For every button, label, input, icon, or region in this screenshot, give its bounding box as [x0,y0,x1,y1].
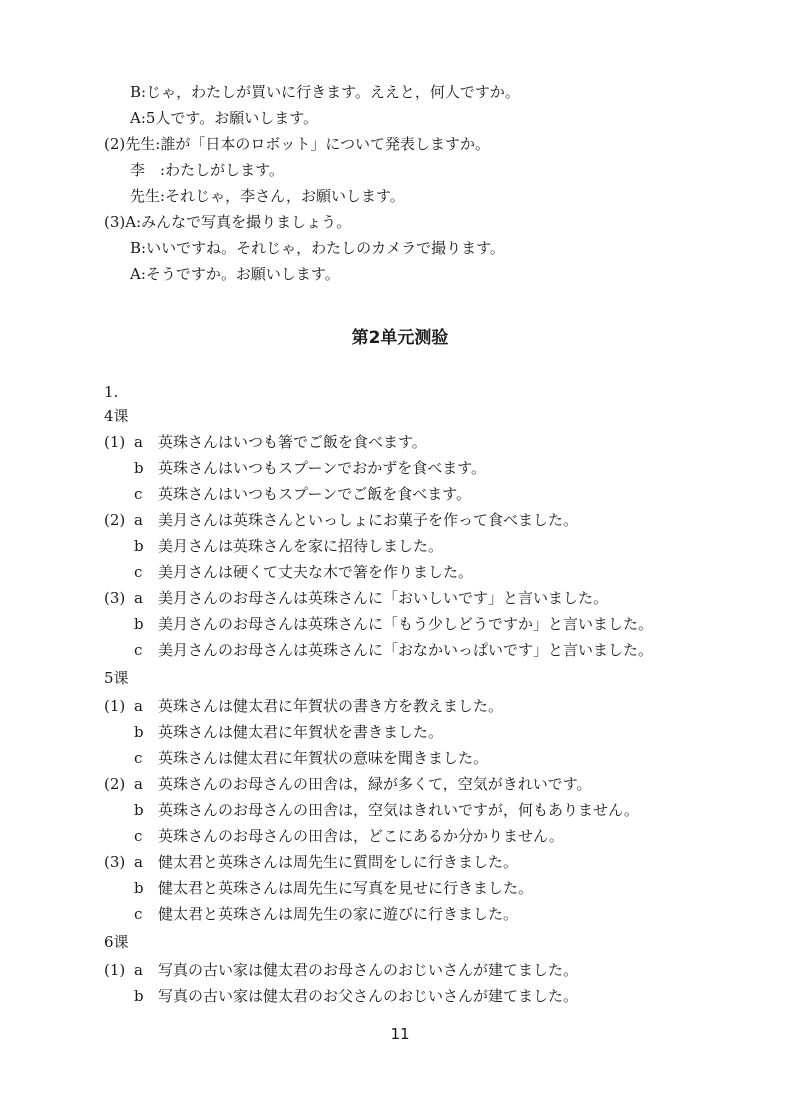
item-number: (1) [104,961,126,979]
page-number: 11 [390,1025,410,1043]
speaker-label: 李 : [130,161,166,179]
option-line [104,773,592,795]
option-line [134,825,564,847]
option-line [134,457,486,479]
speaker-label: B: [130,83,147,101]
dialogue-text: そうですか。お願いします。 [145,265,340,283]
option-text: 美月さんのお母さんは英珠さんに「おいしいです」と言いました。 [158,589,609,607]
dialogue-line [130,237,505,259]
dialogue-text: じゃ，わたしが買いに行きます。ええと，何人ですか。 [146,83,520,101]
option-letter: a [134,775,143,793]
option-line [104,851,518,873]
dialogue-text: いいですね。それじゃ，わたしのカメラで撮ります。 [146,239,505,257]
option-letter: b [134,987,144,1005]
option-line [134,877,533,899]
dialogue-line [130,185,405,207]
option-text: 美月さんは硬くて丈夫な木で箸を作りました。 [158,563,474,581]
item-number: (1) [104,697,126,715]
question-number: 1. [104,383,119,401]
option-letter: a [134,961,143,979]
item-number: (2) [104,775,126,793]
option-letter: b [134,459,144,477]
dialogue-text: みんなで写真を撮りましょう。 [141,213,352,231]
option-letter: b [134,615,144,633]
option-letter: c [134,905,143,923]
option-letter: a [134,853,143,871]
option-letter: b [134,801,144,819]
dialogue-line [104,133,490,155]
section-title: 第2单元测验 [351,328,449,348]
option-text: 健太君と英珠さんは周先生の家に遊びに行きました。 [158,905,519,923]
option-line [104,509,578,531]
option-text: 写真の古い家は健太君のお父さんのおじいさんが建てました。 [158,987,579,1005]
option-text: 英珠さんはいつもスプーンでおかずを食べます。 [158,459,487,477]
option-text: 英珠さんはいつも箸でご飯を食べます。 [158,433,427,451]
option-line [134,535,443,557]
speaker-label: B: [130,239,147,257]
option-text: 英珠さんのお母さんの田舎は，緑が多くて，空気がきれいです。 [158,775,592,793]
lesson-label: 6课 [104,933,129,951]
option-line [134,561,473,583]
option-letter: c [134,827,143,845]
dialogue-line [130,263,340,285]
option-letter: b [134,537,144,555]
item-number: (3) [104,213,126,231]
dialogue-text: 5人です。お願いします。 [145,109,319,127]
option-line [134,985,578,1007]
item-number: (2) [104,135,126,153]
option-text: 健太君と英珠さんは周先生に写真を見せに行きました。 [158,879,534,897]
dialogue-line [104,211,351,233]
option-text: 英珠さんのお母さんの田舎は，空気はきれいですが，何もありません。 [158,801,639,819]
option-letter: b [134,879,144,897]
dialogue-line [130,107,318,129]
option-text: 写真の古い家は健太君のお母さんのおじいさんが建てました。 [158,961,579,979]
option-line [134,799,639,821]
option-text: 健太君と英珠さんは周先生に質問をしに行きました。 [158,853,519,871]
option-letter: a [134,511,143,529]
option-text: 英珠さんは健太君に年賀状の意味を聞きました。 [158,749,489,767]
speaker-label: A: [130,265,146,283]
item-number: (3) [104,589,126,607]
option-letter: c [134,749,143,767]
option-line [104,695,503,717]
lesson-label: 5课 [104,669,129,687]
option-letter: c [134,485,143,503]
lesson-label: 4课 [104,407,129,425]
option-letter: a [134,697,143,715]
option-line [134,483,471,505]
option-text: 美月さんのお母さんは英珠さんに「おなかいっぱいです」と言いました。 [158,641,654,659]
option-text: 英珠さんは健太君に年賀状を書きました。 [158,723,444,741]
speaker-label: A: [130,109,146,127]
speaker-label: A: [125,213,142,231]
option-text: 英珠さんは健太君に年賀状の書き方を教えました。 [158,697,504,715]
dialogue-text: わたしがします。 [165,161,284,179]
dialogue-text: それじゃ，李さん，お願いします。 [165,187,405,205]
item-number: (3) [104,853,126,871]
option-line [134,903,518,925]
option-letter: b [134,723,144,741]
option-text: 美月さんは英珠さんといっしょにお菓子を作って食べました。 [158,511,579,529]
dialogue-line [130,159,284,181]
option-letter: a [134,433,143,451]
option-line [134,639,653,661]
option-text: 英珠さんはいつもスプーンでご飯を食べます。 [158,485,472,503]
option-text: 美月さんは英珠さんを家に招待しました。 [158,537,444,555]
option-letter: a [134,589,143,607]
option-letter: c [134,641,143,659]
option-line [134,613,653,635]
dialogue-line [130,81,520,103]
item-number: (2) [104,511,126,529]
option-text: 美月さんのお母さんは英珠さんに「もう少しどうですか」と言いました。 [158,615,654,633]
option-text: 英珠さんのお母さんの田舎は，どこにあるか分かりません。 [158,827,564,845]
speaker-label: 先生: [130,187,166,205]
option-line [104,959,578,981]
option-line [104,587,608,609]
option-line [134,747,488,769]
option-line [134,721,443,743]
option-letter: c [134,563,143,581]
item-number: (1) [104,433,126,451]
option-line [104,431,427,453]
speaker-label: 先生: [125,135,161,153]
dialogue-text: 誰が「日本のロボット」について発表しますか。 [160,135,491,153]
